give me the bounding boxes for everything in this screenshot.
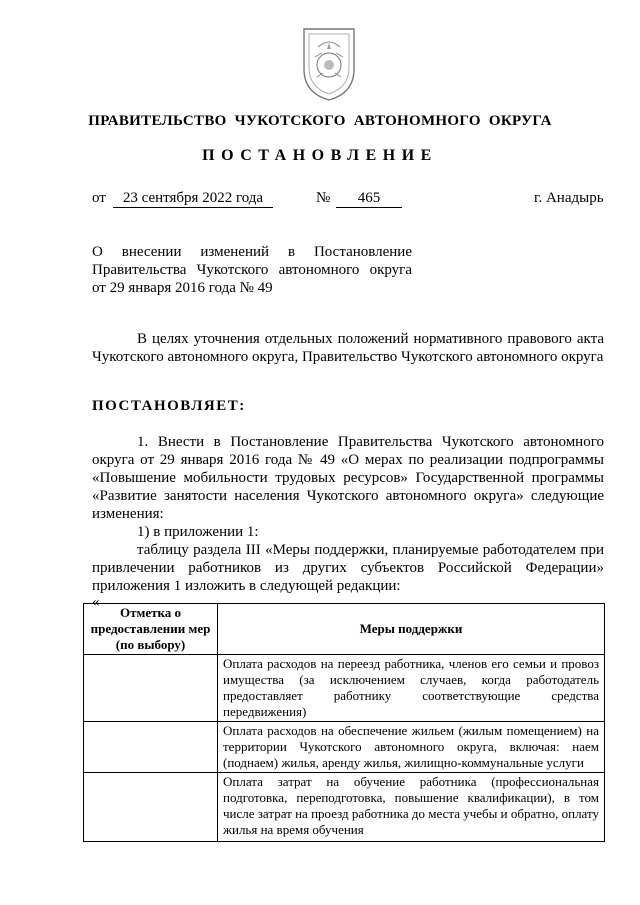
table-row: [84, 722, 605, 773]
subject-line: О внесении изменений в Постановление: [92, 244, 412, 260]
table-row: [84, 655, 605, 722]
resolves-heading: ПОСТАНОВЛЯЕТ:: [92, 398, 246, 414]
table-row: [84, 773, 605, 842]
subject-line: от 29 января 2016 года № 49: [92, 280, 273, 296]
mark-cell: [84, 655, 218, 722]
column-header-measures: Меры поддержки: [218, 604, 605, 655]
date-value: 23 сентября 2022 года: [113, 190, 273, 208]
mark-cell: [84, 773, 218, 842]
coat-of-arms-icon: [300, 23, 358, 103]
body-block: [92, 433, 604, 609]
measure-cell: Оплата расходов на обеспечение жильем (жилым помещением) на территории Чукотского автономного округа, включая: наем (поднаем) жилья, аренду жилья, жилищно-коммунальные услуги: [218, 722, 605, 773]
city: г. Анадырь: [534, 190, 604, 206]
government-title: ПРАВИТЕЛЬСТВО ЧУКОТСКОГО АВТОНОМНОГО ОКРУГА: [88, 113, 552, 129]
date-field: [113, 190, 273, 208]
subpoint-1-text: таблицу раздела III «Меры поддержки, планируемые работодателем при привлечении работников из других субъектов Российской Федерации» приложения 1 изложить в следующей редакции:: [92, 542, 604, 594]
number-prefix: №: [316, 190, 331, 206]
document-type-title: ПОСТАНОВЛЕНИЕ: [202, 147, 438, 164]
quote-open: «: [92, 594, 100, 610]
support-measures-table: [83, 603, 605, 842]
coat-of-arms-emblem: [300, 23, 358, 103]
subject-line: Правительства Чукотского автономного округа: [92, 262, 412, 278]
mark-cell: [84, 722, 218, 773]
table-header-row: [84, 604, 605, 655]
subpoint-1: 1) в приложении 1:: [137, 524, 259, 540]
point-1: 1. Внести в Постановление Правительства Чукотского автономного округа от 29 января 2016 года № 49 «О мерах по реализации подпрограммы «Повышение мобильности трудовых ресурсов» Государственной программы «Развитие занятости населения Чукотского автономного округа» следующие изменения:: [92, 434, 604, 522]
number-value: 465: [336, 190, 402, 208]
measure-cell: Оплата расходов на переезд работника, членов его семьи и провоз имущества (за исключением случаев, когда работодатель предоставляет работнику соответствующие средства передвижения): [218, 655, 605, 722]
preamble: [92, 330, 604, 366]
preamble-text: В целях уточнения отдельных положений нормативного правового акта Чукотского автономного округа, Правительство Чукотского автономного округа: [92, 331, 604, 365]
column-header-mark: Отметка о предоставлении мер (по выбору): [84, 604, 218, 655]
subject-block: [92, 243, 412, 297]
measure-cell: Оплата затрат на обучение работника (профессиональная подготовка, переподготовка, повышение квалификации), в том числе затрат на проезд работника до места учебы и обратно, оплату жилья на время обучения: [218, 773, 605, 842]
date-prefix: от: [92, 190, 106, 206]
number-field: [336, 190, 402, 208]
